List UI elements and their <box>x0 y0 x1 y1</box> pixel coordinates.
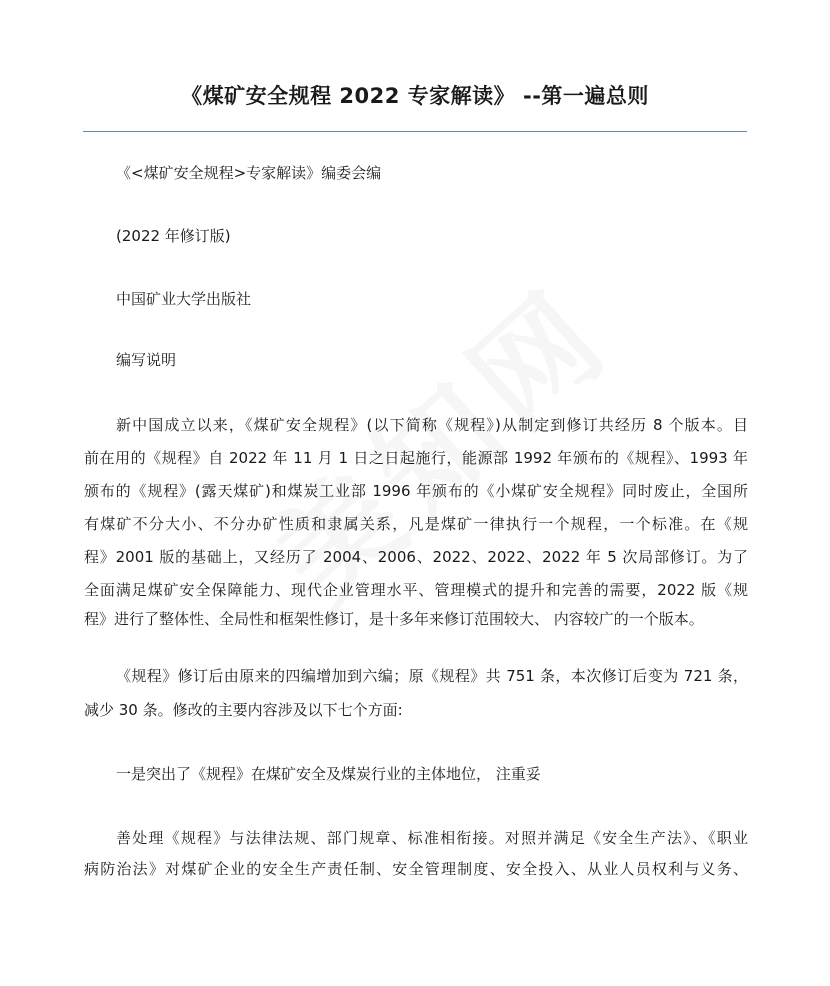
paragraph-1-line-5: 程》2001 版的基础上，又经历了 2004、2006、2022、2022、2022 年 5 次局部修订。为了 <box>84 548 748 566</box>
document-title: 《煤矿安全规程 2022 专家解读》 --第一遍总则 <box>181 84 649 108</box>
edition-line: (2022 年修订版) <box>116 227 231 245</box>
section-heading: 编写说明 <box>116 351 177 369</box>
editor-line: 《<煤矿安全规程>专家解读》编委会编 <box>116 164 382 182</box>
publisher-line: 中国矿业大学出版社 <box>116 290 252 308</box>
paragraph-3-line-1: 一是突出了《规程》在煤矿安全及煤炭行业的主体地位， 注重妥 <box>116 765 541 783</box>
paragraph-1-line-4: 有煤矿不分大小、不分办矿性质和隶属关系，凡是煤矿一律执行一个规程，一个标准。在《规 <box>84 515 748 533</box>
title-divider <box>83 131 747 132</box>
paragraph-1-line-7: 程》进行了整体性、全局性和框架性修订，是十多年来修订范围较大、 内容较广的一个版本。 <box>84 610 704 628</box>
paragraph-4-line-2: 病防治法》对煤矿企业的安全生产责任制、安全管理制度、安全投入、从业人员权利与义务、 <box>84 860 748 878</box>
paragraph-1-line-2: 前在用的《规程》自 2022 年 11 月 1 日之日起施行，能源部 1992 年颁布的《规程》、1993 年 <box>84 449 748 467</box>
paragraph-4-line-1: 善处理《规程》与法律法规、部门规章、标准相衔接。对照并满足《安全生产法》、《职业 <box>116 829 748 847</box>
paragraph-2-line-1: 《规程》修订后由原来的四编增加到六编；原《规程》共 751 条，本次修订后变为 721 条， <box>116 667 748 685</box>
paragraph-1-line-3: 颁布的《规程》(露天煤矿)和煤炭工业部 1996 年颁布的《小煤矿安全规程》同时废止，全国所 <box>84 482 748 500</box>
paragraph-1-line-1: 新中国成立以来，《煤矿安全规程》(以下简称《规程》)从制定到修订共经历 8 个版本。目 <box>116 416 748 434</box>
paragraph-1-line-6: 全面满足煤矿安全保障能力、现代企业管理水平、管理模式的提升和完善的需要，2022 版《规 <box>84 581 748 599</box>
paragraph-2-line-2: 减少 30 条。修改的主要内容涉及以下七个方面: <box>84 701 403 719</box>
